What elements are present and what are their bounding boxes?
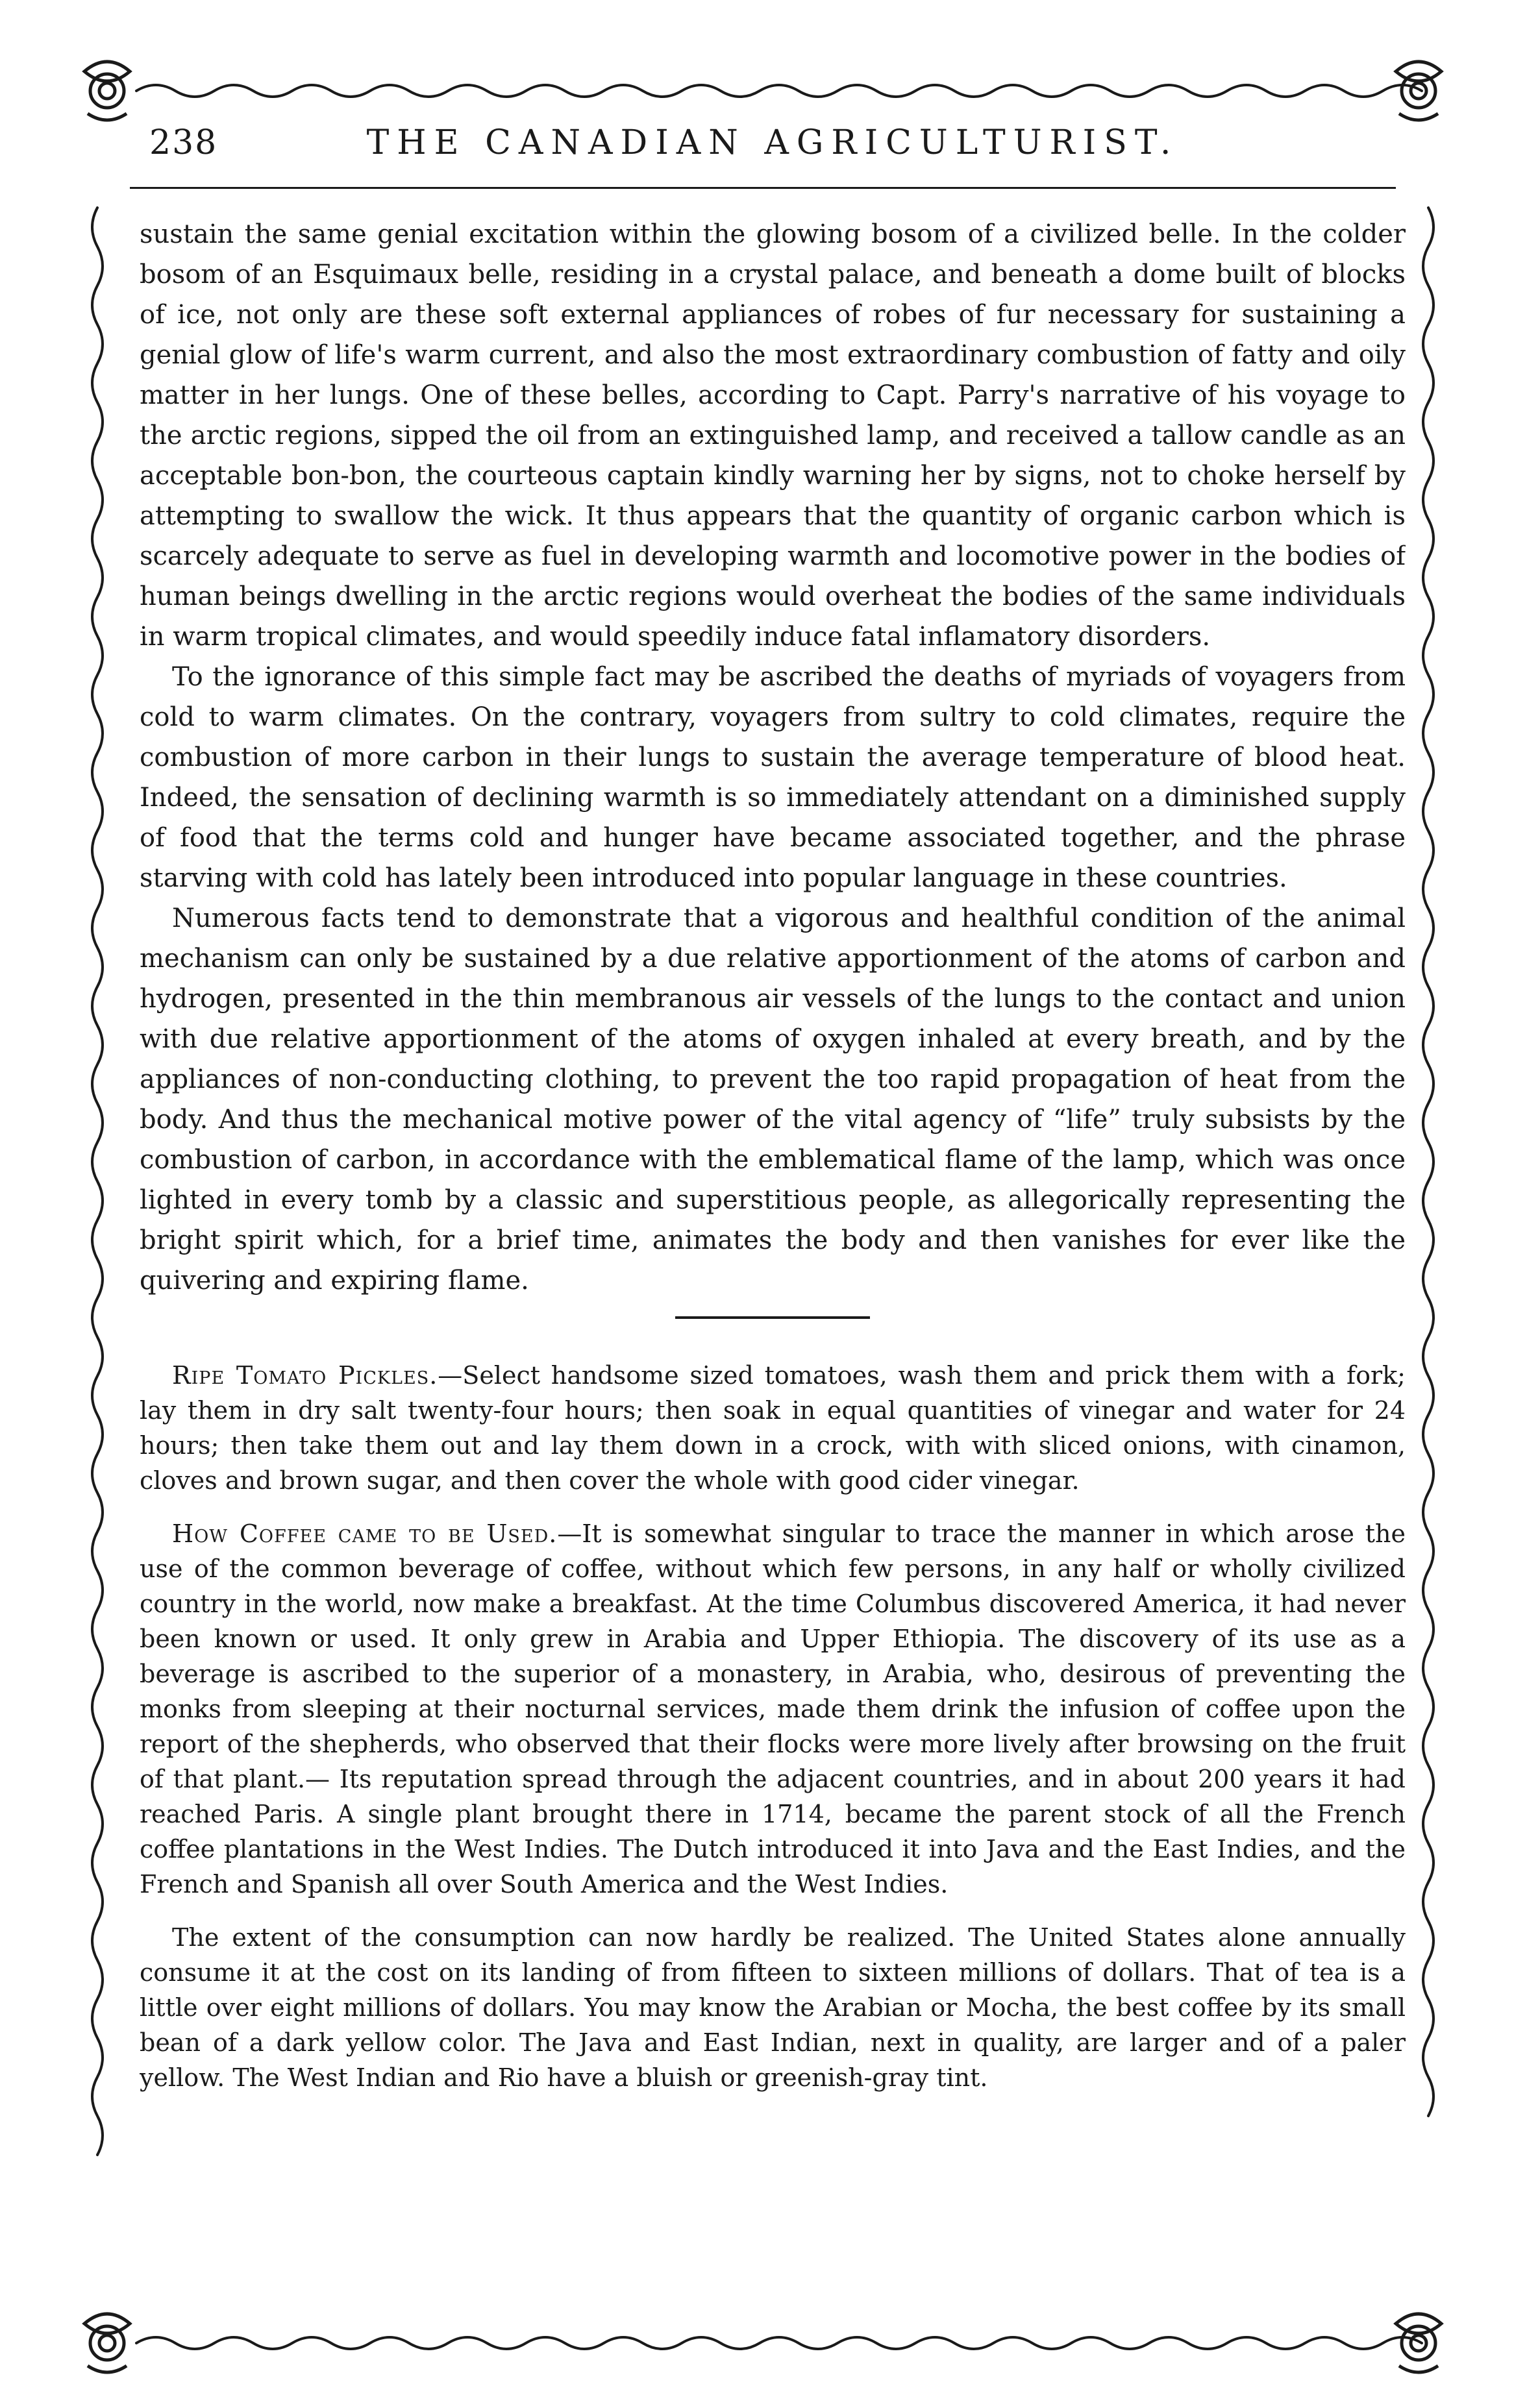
essay-paragraph: To the ignorance of this simple fact may be ascribed the deaths of myriads of voyagers from cold to warm climates. On the contrary, voyagers from sultry to cold climates, require the combustion of more carbon in their lungs to sustain the average temperature of blood heat. Indeed, the sensation of declining warmth is so immediately attendant on a diminished supply of food that the terms cold and hunger have became associated together, and the phrase starving with cold has lately been introduced into popular language in these countries. <box>140 662 1406 893</box>
section-divider <box>675 1316 870 1319</box>
essay-section <box>140 214 1406 1301</box>
page-header <box>130 117 1415 175</box>
page-number: 238 <box>149 123 218 162</box>
coffee-item <box>140 1516 1406 1902</box>
header-rule <box>130 187 1396 189</box>
coffee-body: —It is somewhat singular to trace the manner in which arose the use of the common beverage of coffee, without which few persons, in any half or wholly civilized country in the world, now make a breakfast. At the time Columbus discovered America, it had never been known or used. It only grew in Arabia and Upper Ethiopia. The discovery of its use as a beverage is ascribed to the superior of a monastery, in Arabia, who, desirous of preventing the monks from sleeping at their nocturnal services, made them drink the infusion of coffee upon the report of the shepherds, who observed that their flocks were more lively after browsing on the fruit of that plant.— Its reputation spread through the adjacent countries, and in about 200 years it had reached Paris. A single plant brought there in 1714, became the parent stock of all the French coffee plantations in the West Indies. The Dutch introduced it into Java and the East Indies, and the French and Spanish all over South America and the West Indies. <box>140 1519 1406 1898</box>
tomato-pickles-body: —Select handsome sized tomatoes, wash them and prick them with a fork; lay them in dry salt twenty-four hours; then soak in equal quantities of vinegar and water for 24 hours; then take them out and lay them down in a crock, with with sliced onions, with cinamon, cloves and brown sugar, and then cover the whole with good cider vinegar. <box>140 1361 1406 1495</box>
coffee-title: How Coffee came to be Used. <box>172 1519 558 1548</box>
left-border-wave <box>92 208 103 2155</box>
running-title: THE CANADIAN AGRICULTURIST. <box>366 123 1179 162</box>
page-body <box>140 214 1406 2330</box>
tomato-pickles-title: Ripe Tomato Pickles. <box>172 1361 438 1390</box>
short-items <box>140 1358 1406 2095</box>
essay-paragraph: sustain the same genial excitation within the glowing bosom of a civilized belle. In the colder bosom of an Esquimaux belle, residing in a crystal palace, and beneath a dome built of blocks of ice, not only are these soft external appliances of robes of fur necessary for sustaining a genial glow of life's warm current, and also the most extraordinary combustion of fatty and oily matter in her lungs. One of these belles, according to Capt. Parry's narrative of his voyage to the arctic regions, sipped the oil from an extinguished lamp, and received a tallow candle as an acceptable bon-bon, the courteous captain kindly warning her by signs, not to choke herself by attempting to swallow the wick. It thus appears that the quantity of organic carbon which is scarcely adequate to serve as fuel in developing warmth and locomotive power in the bodies of human beings dwelling in the arctic regions would overheat the bodies of the same individuals in warm tropical climates, and would speedily induce fatal inflamatory disorders. <box>140 219 1406 652</box>
right-border-wave <box>1423 208 1433 2116</box>
bottom-border-wave <box>136 2337 1422 2349</box>
essay-paragraph: Numerous facts tend to demonstrate that a vigorous and healthful condition of the animal mechanism can only be sustained by a due relative apportionment of the atoms of carbon and hydrogen, presented in the thin membranous air vessels of the lungs to the contact and union with due relative apportionment of the atoms of oxygen inhaled at every breath, and by the appliances of non-conducting clothing, to prevent the too rapid propagation of heat from the body. And thus the mechanical motive power of the vital agency of “life” truly subsists by the combustion of carbon, in accordance with the emblematical flame of the lamp, which was once lighted in every tomb by a classic and superstitious people, as allegorically representing the bright spirit which, for a brief time, animates the body and then vanishes for ever like the quivering and expiring flame. <box>140 903 1406 1296</box>
top-border-wave <box>136 85 1422 97</box>
corner-ornament-top-right <box>1396 62 1441 120</box>
corner-ornament-top-left <box>84 62 130 120</box>
corner-ornament-bottom-left <box>84 2314 130 2372</box>
tomato-pickles-item <box>140 1358 1406 1498</box>
coffee-continuation: The extent of the consumption can now hardly be realized. The United States alone annually consume it at the cost on its landing of from fifteen to sixteen millions of dollars. That of tea is a little over eight millions of dollars. You may know the Arabian or Mocha, the best coffee by its small bean of a dark yellow color. The Java and East Indian, next in quality, are larger and of a paler yellow. The West Indian and Rio have a bluish or greenish-gray tint. <box>140 1923 1406 2092</box>
